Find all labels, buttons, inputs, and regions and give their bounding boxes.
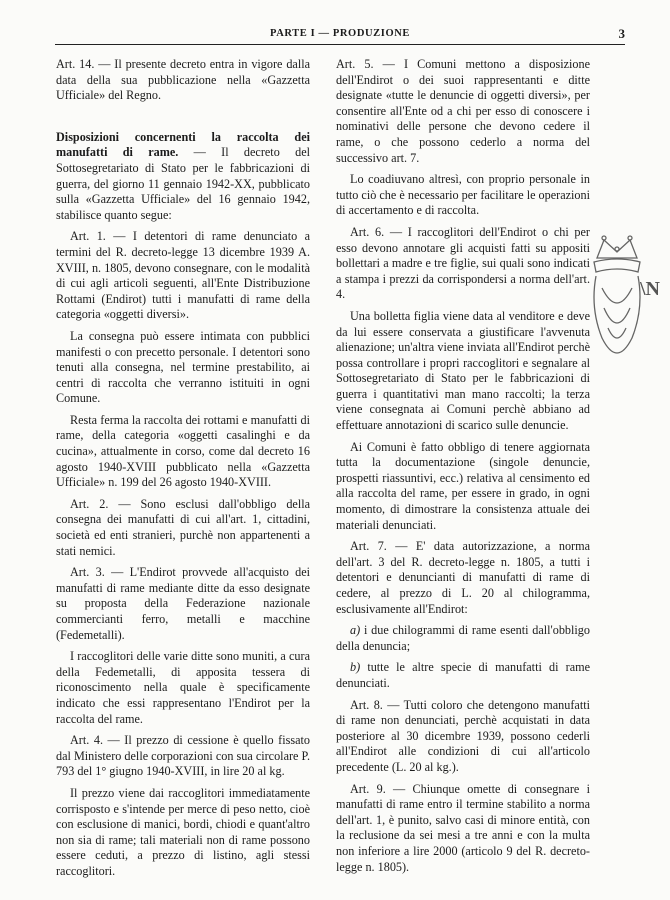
list-item-b: b) tutte le altre specie di manufatti di rame denunciati. — [336, 660, 590, 690]
article-3: Art. 3. — L'Endirot provvede all'acquisto dei manufatti di rame mediante ditte da esso designate su proposta della Federazione nazionale commercianti ferro, metalli e macchine (Fedemetalli). — [56, 565, 310, 642]
paragraph: Lo coadiuvano altresì, con proprio personale in tutto ciò che è necessario per facilitare le operazioni di accertamento e di raccolta. — [336, 172, 590, 218]
article-6: Art. 6. — I raccoglitori dell'Endirot o chi per esso devono annotare gli acquisti fatti su appositi bollettari a madre e tre figlie, sui quali sono indicati a stampa i prezzi da corrispondersi a norma dell'art. 4. — [336, 224, 590, 302]
header-rule — [55, 44, 625, 45]
paragraph: Ai Comuni è fatto obbligo di tenere aggiornata tutta la documentazione (singole denuncie, prospetti riassuntivi, ecc.) relativa al censimento ed alla raccolta del rame, per essere in grado, in ogni momento, di dimostrare la consistenza attuale dei materiali denunciati. — [336, 439, 590, 532]
running-title: PARTE I — PRODUZIONE — [269, 28, 411, 39]
paragraph: La consegna può essere intimata con pubblici manifesti o con precetto personale. I detentori sono tenuti alla consegna, nel termine prestabilito, ai centri di raccolta che verranno istituiti in ogni Comune. — [56, 328, 310, 406]
paragraph: I raccoglitori delle varie ditte sono muniti, a cura della Fedemetalli, di apposita tessera di riconoscimento nella quale è specificamente indicato che essi rappresentano l'Endirot per la raccolta del rame. — [56, 649, 310, 726]
article-5: Art. 5. — I Comuni mettono a disposizione dell'Endirot o dei suoi rappresentanti e ditte designate «tutte le denuncie di oggetti diversi», per consentire all'Ente od a chi per esso di conoscere i nominativi delle persone che devono cedere il rame, o che possono cederlo a norma del successivo art. 7. — [336, 57, 590, 165]
paragraph: Resta ferma la raccolta dei rottami e manufatti di rame, della categoria «oggetti casalinghi e da cucina», attualmente in corso, come dal decreto 16 agosto 1940-XVIII pubblicato nella «Gazzetta Ufficiale» n. 199 del 26 agosto 1940-XVIII. — [56, 412, 310, 490]
list-item-a: a) i due chilogrammi di rame esenti dall'obbligo della denuncia; — [336, 623, 590, 653]
left-column — [56, 57, 310, 886]
article-7: Art. 7. — E' data autorizzazione, a norma dell'art. 3 del R. decreto-legge n. 1805, a tutti i detentori e denuncianti di manufatti di rame di cedere, al prezzo di L. 20 al chilogramma, esclusivamente all'Endirot: — [336, 539, 590, 616]
article-4: Art. 4. — Il prezzo di cessione è quello fissato dal Ministero delle corporazioni con sua circolare P. 793 del 1° giugno 1940-XVIII, in lire 20 al kg. — [56, 733, 310, 779]
margin-mark: \N — [640, 278, 660, 300]
article-8: Art. 8. — Tutti coloro che detengono manufatti di rame non denunciati, perchè acquistati in data posteriore al 30 dicembre 1939, possono cederli all'Endirot alle condizioni di cui all'articolo precedente (L. 20 al kg.). — [336, 697, 590, 774]
section-intro: — Il decreto del Sottosegretariato di Stato per le fabbricazioni di guerra, del giorno 11 gennaio 1942-XX, pubblicato sulla «Gazzetta Ufficiale» del 16 gennaio 1942, stabilisce quanto segue: — [56, 145, 310, 222]
article-9: Art. 9. — Chiunque omette di consegnare i manufatti di rame entro il termine stabilito a norma dell'art. 1, è punito, salvo casi di minore entità, con la reclusione da sei mesi a tre anni e con la multa non inferiore a lire 2000 (articolo 9 del R. decreto-legge n. 1805). — [336, 781, 590, 874]
article-14: Art. 14. — Il presente decreto entra in vigore dalla data della sua pubblicazione nella «Gazzetta Ufficiale» del Regno. — [56, 57, 310, 103]
section-title: Disposizioni concernenti la raccolta dei manufatti di rame. — [56, 129, 310, 160]
paragraph: Il prezzo viene dai raccoglitori immediatamente corrisposto e s'intende per merce di peso netto, cioè con esclusione di manici, bordi, chiodi e quant'altro non sia di rame; tali materiali non di rame possono essere ceduti, a prezzo di listino, agli stessi raccoglitori. — [56, 785, 310, 878]
page-number: 3 — [618, 26, 625, 41]
right-column — [336, 57, 590, 881]
crown-stamp-icon — [582, 228, 652, 388]
article-2: Art. 2. — Sono esclusi dall'obbligo della consegna dei manufatti di cui all'art. 1, cittadini, società ed enti stranieri, purchè non appartenenti a stati nemici. — [56, 496, 310, 558]
article-1: Art. 1. — I detentori di rame denunciato a termini del R. decreto-legge 13 dicembre 1939 A. XVIII, n. 1805, devono consegnare, con le modalità di cui agli articoli seguenti, all'Ente Distribuzione Rottami (Endirot) tutti i manufatti di rame della categoria «oggetti diversi». — [56, 229, 310, 322]
list-label-b: b) — [350, 660, 361, 675]
paragraph: Una bolletta figlia viene data al venditore e deve da lui essere conservata a giustificare l'avvenuta alienazione; un'altra viene inviata all'Endirot perchè possa controllare i propri raccoglitori e segnalare al Sottosegretariato di Stato per le fabbricazioni di guerra i quantitativi man mano raccolti; la terza viene consegnata ai Comuni perchè abbiano ad effettuare annotazioni di scarico sulle denuncie. — [336, 308, 590, 433]
section-paragraph — [56, 130, 310, 224]
list-label-a: a) — [350, 623, 361, 638]
